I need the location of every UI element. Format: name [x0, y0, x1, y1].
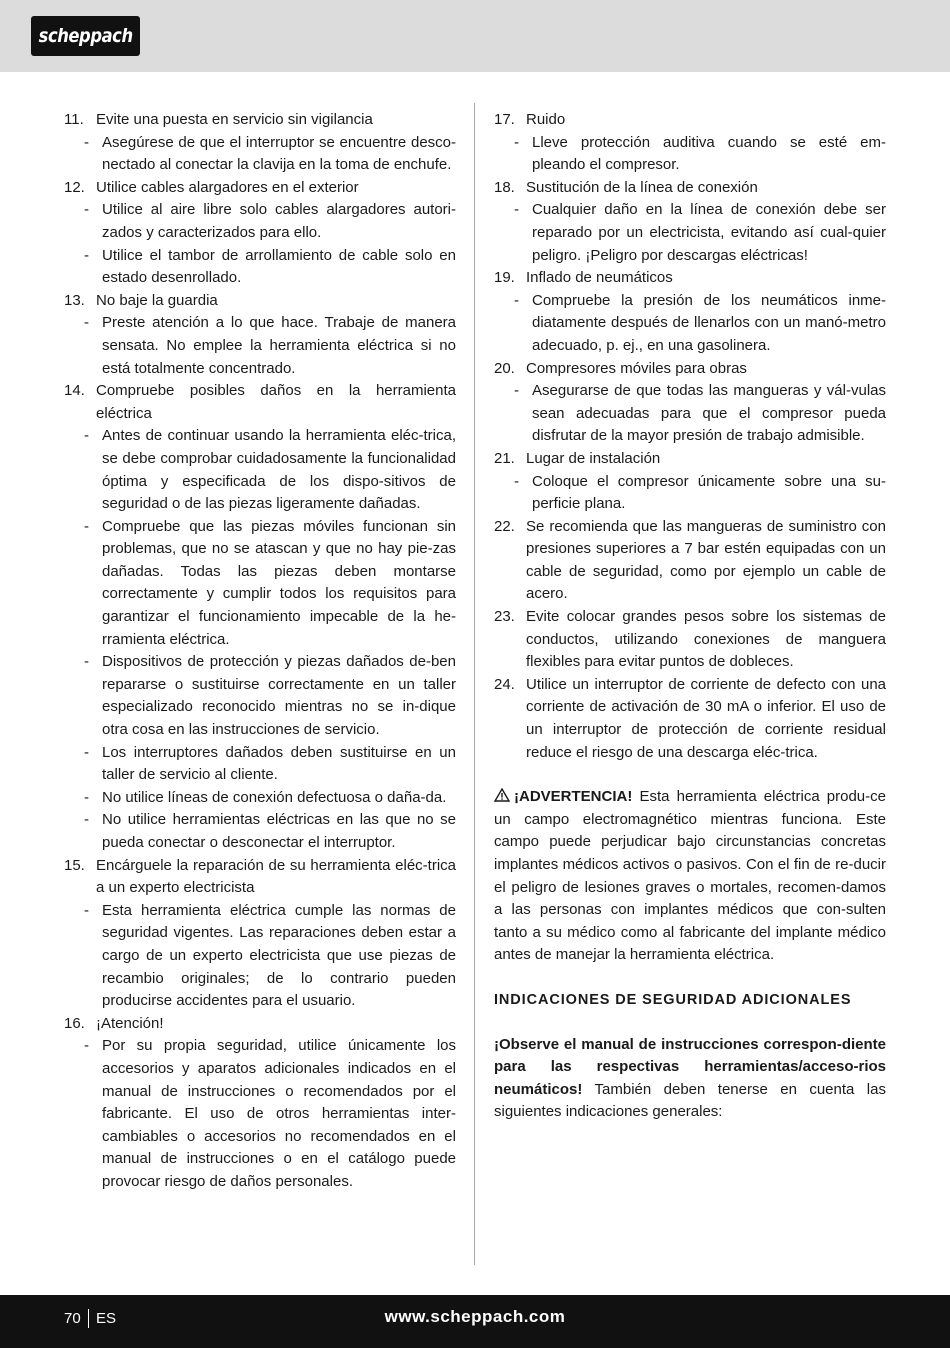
sub-item-text: Preste atención a lo que hace. Trabaje de manera sensata. No emplee la herramienta eléctrica si no está totalmente concentrado. [102, 314, 456, 377]
left-column [64, 109, 456, 1194]
closing-bold: ¡Observe el manual de instrucciones correspon-diente para las respectivas herramientas/acceso-rios neumáticos! [494, 1035, 886, 1098]
dash-bullet: - [84, 314, 89, 332]
sub-item-text: Utilice el tambor de arrollamiento de cable solo en estado desenrollado. [102, 246, 456, 287]
dash-bullet: - [84, 788, 89, 806]
sub-item-text: Compruebe que las piezas móviles funcionan sin problemas, que no se atascan y que no hay pie-zas dañadas. Todas las piezas deben montarse correctamente y cumplir todos los requisitos para garantizar el funcionamiento impecable de la he-rramienta eléctrica. [102, 517, 456, 648]
scheppach-logo [31, 16, 140, 56]
sub-item [494, 132, 886, 177]
sub-item-text: Antes de continuar usando la herramienta eléc-trica, se debe comprobar cuidadosamente la funcionalidad óptima y especificada de los dispo-sitivos de seguridad o de las piezas ligeramente dañadas. [102, 427, 456, 513]
sub-item [64, 199, 456, 244]
dash-bullet: - [84, 653, 89, 671]
sub-item-text: Asegurarse de que todas las mangueras y vál-vulas sean adecuadas para que el compresor pueda disfrutar de la mayor presión de trabajo admisible. [532, 382, 886, 445]
sub-item [64, 651, 456, 741]
item-title: Inflado de neumáticos [526, 269, 673, 287]
item-title: Compruebe posibles daños en la herramienta eléctrica [96, 382, 456, 422]
list-item [494, 606, 886, 674]
item-number: 12. [64, 178, 85, 196]
item-number: 17. [494, 111, 515, 128]
item-number: 22. [494, 517, 515, 535]
item-number: 24. [494, 675, 515, 693]
language-code: ES [96, 1310, 117, 1327]
item-title: Evite colocar grandes pesos sobre los sistemas de conductos, utilizando conexiones de manguera flexibles para evitar puntos de dobleces. [526, 608, 886, 671]
list-item [64, 855, 456, 900]
dash-bullet: - [514, 382, 519, 400]
item-number: 16. [64, 1014, 85, 1032]
item-title: Encárguele la reparación de su herramienta eléc-trica a un experto electricista [96, 856, 456, 897]
dash-bullet: - [84, 743, 89, 761]
dash-bullet: - [84, 246, 89, 264]
sub-item-text: Dispositivos de protección y piezas dañados de-ben repararse o sustituirse correctamente en un taller especializado reconocido mientras no se in-dique otra cosa en las instrucciones de servicio. [102, 653, 456, 739]
logo-text: scheppach [38, 25, 133, 47]
sub-item-text: Esta herramienta eléctrica cumple las normas de seguridad vigentes. Las reparaciones deben estar a cargo de un experto electricista que use piezas de recambio originales; de lo contrario pueden producirse accidentes para el usuario. [102, 901, 456, 1010]
item-title: ¡Atención! [96, 1014, 164, 1032]
sub-item [64, 245, 456, 290]
item-title: Se recomienda que las mangueras de suministro con presiones superiores a 7 bar estén equipadas con un cable de seguridad, como por ejemplo un cable de acero. [526, 517, 886, 603]
sub-item-text: No utilice líneas de conexión defectuosa o daña-da. [102, 788, 447, 806]
sub-item-text: Por su propia seguridad, utilice únicamente los accesorios y aparatos adicionales indicados en el manual de instrucciones o recomendados por el fabricante. El uso de otros herramientas inter-cambiables o accesorios no recomendados en el manual de instrucciones o en el catálogo puede provocar riesgo de daños personales. [102, 1037, 456, 1190]
page-footer [0, 1295, 950, 1348]
item-number: 19. [494, 269, 515, 287]
sub-item [64, 787, 456, 810]
sub-item [64, 516, 456, 652]
column-divider [474, 103, 475, 1265]
sub-item-text: No utilice herramientas eléctricas en las que no se pueda conectar o desconectar el interruptor. [102, 811, 456, 851]
item-title: Lugar de instalación [526, 449, 661, 467]
item-title: Ruido [526, 111, 566, 128]
closing-text: También deben tenerse en cuenta las siguientes indicaciones generales: [494, 1080, 886, 1121]
dash-bullet: - [84, 517, 89, 535]
list-item [64, 290, 456, 313]
sub-item [64, 132, 456, 177]
dash-bullet: - [514, 133, 519, 151]
item-number: 21. [494, 449, 515, 467]
sub-item-text: Utilice al aire libre solo cables alargadores autori-zados y caracterizados para ello. [102, 201, 456, 241]
item-number: 14. [64, 382, 85, 400]
list-item [494, 267, 886, 290]
item-number: 23. [494, 608, 515, 626]
item-title: Compresores móviles para obras [526, 359, 747, 377]
item-number: 18. [494, 178, 515, 196]
list-item [494, 674, 886, 764]
page-number: 70 [64, 1310, 81, 1327]
item-number: 13. [64, 291, 85, 309]
sub-item [494, 471, 886, 516]
right-column [494, 109, 886, 1124]
sub-item-text: Compruebe la presión de los neumáticos inme-diatamente después de llenarlos con un manó-metro adecuado, p. ej., en una gasolinera. [532, 291, 886, 354]
right-column-list [494, 109, 886, 764]
item-title: Sustitución de la línea de conexión [526, 178, 758, 196]
sub-item [64, 312, 456, 380]
list-item [494, 358, 886, 381]
sub-item [64, 809, 456, 854]
sub-item-text: Cualquier daño en la línea de conexión debe ser reparado por un electricista, evitando así cual-quier peligro. ¡Peligro por descargas eléctricas! [532, 201, 886, 264]
list-item [494, 177, 886, 200]
list-item [494, 516, 886, 606]
item-number: 11. [64, 111, 84, 128]
list-item [64, 1013, 456, 1036]
dash-bullet: - [84, 811, 89, 829]
dash-bullet: - [514, 201, 519, 219]
warning-triangle-icon [494, 788, 510, 802]
list-item [64, 380, 456, 425]
item-title: Evite una puesta en servicio sin vigilancia [96, 111, 373, 128]
list-item [494, 448, 886, 471]
sub-item-text: Asegúrese de que el interruptor se encuentre desco-nectado al conectar la clavija en la toma de enchufe. [102, 133, 456, 174]
dash-bullet: - [84, 201, 89, 219]
warning-text: Esta herramienta eléctrica produ-ce un campo electromagnético mientras funciona. Este campo puede perjudicar bajo circunstancias concretas implantes médicos activos o pasivos. Con el fin de re-ducir el peligro de lesiones graves o mortales, recomen-damos a las personas con implantes médicos que con-sulten tanto a su médico como al fabricante del implante médico antes de manejar la herramienta eléctrica. [494, 788, 886, 964]
dash-bullet: - [84, 901, 89, 919]
dash-bullet: - [84, 133, 89, 151]
warning-paragraph [494, 786, 886, 967]
list-item [64, 177, 456, 200]
item-title: Utilice cables alargadores en el exterior [96, 178, 359, 196]
item-number: 20. [494, 359, 515, 377]
sub-item-text: Lleve protección auditiva cuando se esté em-pleando el compresor. [532, 133, 886, 174]
list-item [64, 109, 456, 132]
website-url[interactable]: www.scheppach.com [384, 1307, 566, 1326]
dash-bullet: - [84, 1037, 89, 1055]
item-title: No baje la guardia [96, 291, 218, 309]
sub-item [494, 380, 886, 448]
section-heading: INDICACIONES DE SEGURIDAD ADICIONALES [494, 991, 852, 1008]
list-item [494, 109, 886, 132]
sub-item-text: Los interruptores dañados deben sustituirse en un taller de servicio al cliente. [102, 743, 456, 784]
item-number: 15. [64, 856, 85, 874]
sub-item [494, 290, 886, 358]
sub-item [64, 425, 456, 515]
page-header [0, 0, 950, 72]
dash-bullet: - [514, 472, 519, 490]
dash-bullet: - [514, 291, 519, 309]
sub-item [64, 900, 456, 1013]
sub-item [64, 1035, 456, 1193]
sub-item [494, 199, 886, 267]
warning-label: ¡ADVERTENCIA! [514, 788, 633, 806]
dash-bullet: - [84, 427, 89, 445]
sub-item [64, 742, 456, 787]
item-title: Utilice un interruptor de corriente de defecto con una corriente de activación de 30 mA o inferior. El uso de un interruptor de protección de corriente residual reduce el riesgo de una descarga eléc-trica. [526, 675, 886, 761]
sub-item-text: Coloque el compresor únicamente sobre una su-perficie plana. [532, 472, 886, 513]
closing-paragraph [494, 1034, 886, 1124]
